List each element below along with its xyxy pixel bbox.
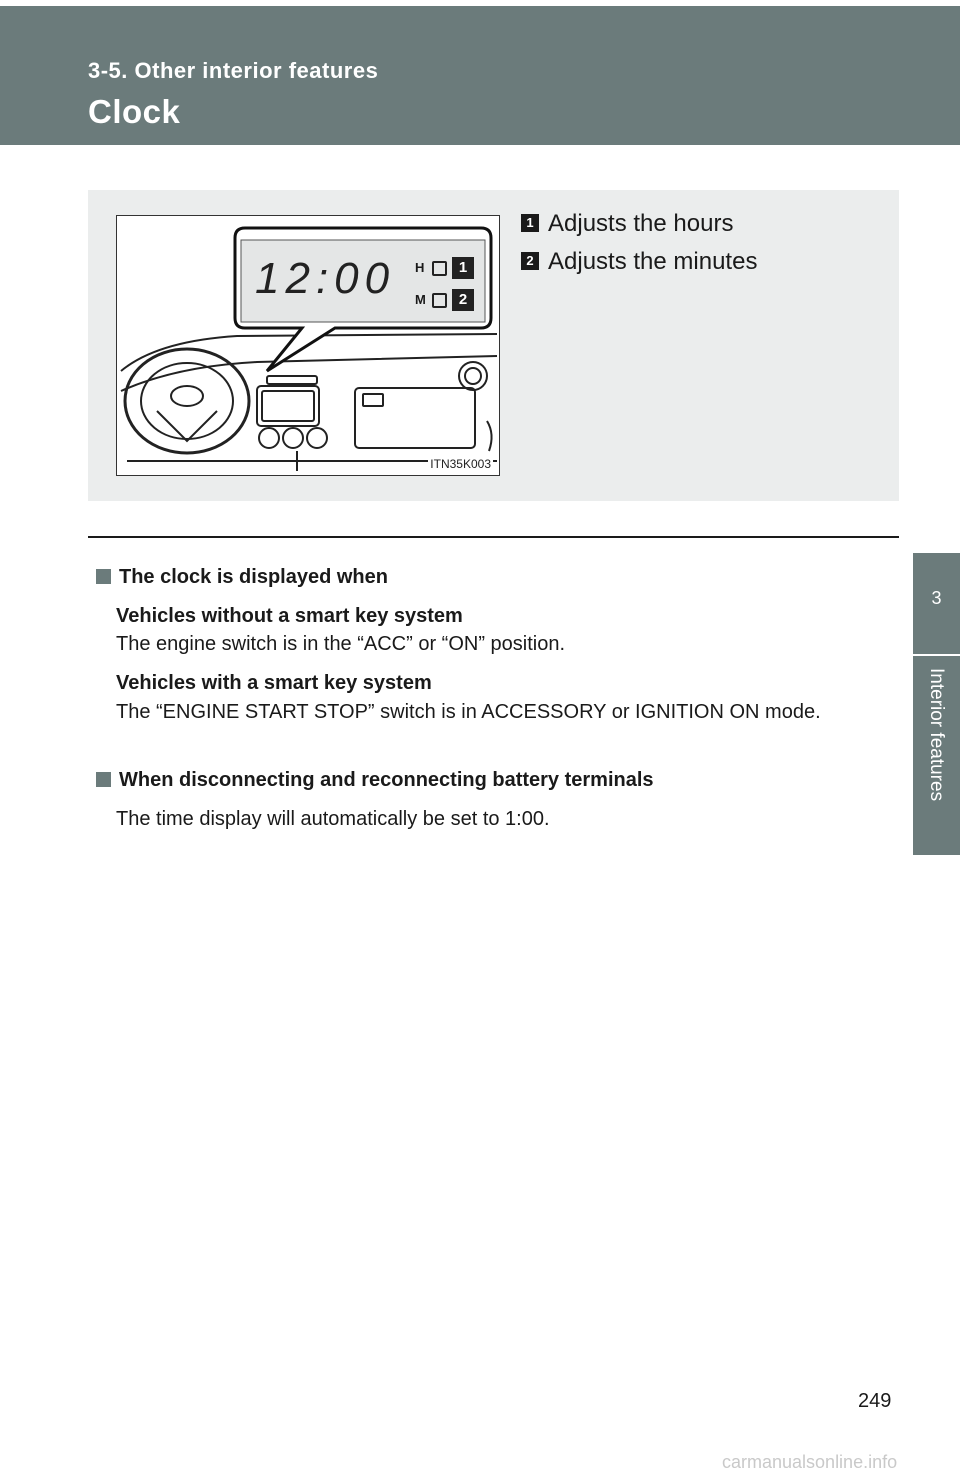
subheading-with-smart-key: Vehicles with a smart key system	[116, 672, 432, 694]
chapter-label: Interior features	[926, 668, 947, 802]
page-title: Clock	[88, 93, 181, 130]
heading-text: When disconnecting and reconnecting battery terminals	[119, 769, 654, 791]
figure-code: ITN35K003	[430, 457, 491, 471]
legend-item-hours	[521, 210, 733, 238]
chapter-number: 3	[931, 588, 942, 608]
legend-badge-1: 1	[521, 214, 539, 232]
page-number: 249	[858, 1390, 892, 1412]
paragraph-battery-terminals: The time display will automatically be set to 1:00.	[116, 808, 550, 830]
side-tab-divider	[913, 654, 960, 656]
clock-display-digits: 12:00	[255, 254, 396, 303]
hour-button-label: H	[415, 260, 425, 275]
heading-text: The clock is displayed when	[119, 566, 388, 588]
watermark: carmanualsonline.info	[722, 1452, 898, 1472]
minute-button-label: M	[415, 292, 426, 307]
heading-square-icon	[96, 569, 111, 584]
section-label: 3-5. Other interior features	[88, 58, 379, 83]
heading-battery-terminals	[96, 766, 654, 795]
callout-badge-1: 1	[452, 257, 474, 279]
legend-badge-2: 2	[521, 252, 539, 270]
clock-illustration	[116, 215, 500, 476]
legend-text-hours: Adjusts the hours	[548, 210, 734, 237]
minute-adjust-button[interactable]	[432, 293, 447, 308]
heading-clock-displayed	[96, 563, 388, 592]
paragraph-with-smart-key: The “ENGINE START STOP” switch is in ACCESSORY or IGNITION ON mode.	[116, 701, 821, 723]
paragraph-without-smart-key: The engine switch is in the “ACC” or “ON” position.	[116, 633, 566, 655]
section-divider	[88, 536, 899, 538]
heading-square-icon	[96, 772, 111, 787]
legend-item-minutes	[521, 248, 757, 276]
hour-adjust-button[interactable]	[432, 261, 447, 276]
callout-badge-2: 2	[452, 289, 474, 311]
legend-text-minutes: Adjusts the minutes	[548, 248, 758, 275]
subheading-without-smart-key: Vehicles without a smart key system	[116, 605, 463, 627]
